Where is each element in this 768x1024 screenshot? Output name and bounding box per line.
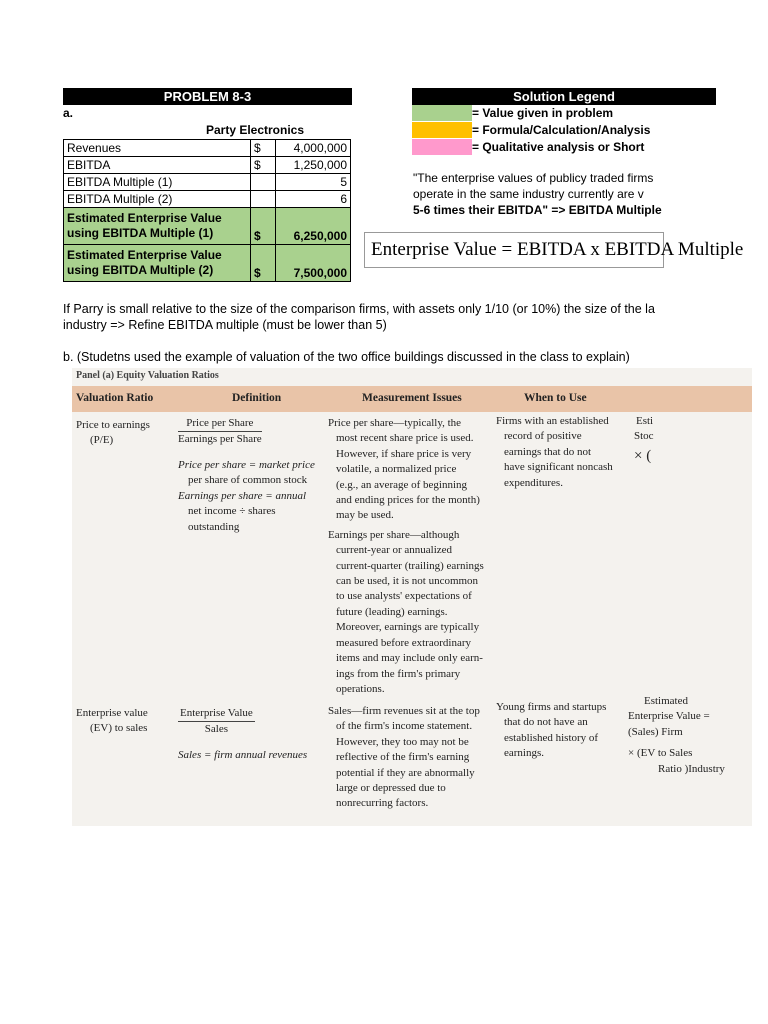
dollar-sign: $ (251, 245, 276, 282)
row-value: 6 (276, 191, 351, 208)
legend-item: = Qualitative analysis or Short (412, 139, 656, 155)
ev-label: Estimated Enterprise Value using EBITDA Multiple (1) (64, 208, 251, 245)
row-label: EBITDA (64, 157, 251, 174)
row-label: EBITDA Multiple (1) (64, 174, 251, 191)
measurement-issues: Price per share—typically, the most recent share price is used. However, if share price is very volatile, a normalized price (e.g., an average of beginning and ending prices for the month) may be used. Earnings per share—although current-year or annualized current-quarter (trailing) earnings can be used, it is not uncommon to use analysts' expectations of future (leading) earnings. Moreover, earnings are typically measured before extraordinary items and may include only earn- ings from the firm's primary operations. (328, 417, 484, 695)
quote-line: 5-6 times their EBITDA" => EBITDA Multiple (413, 203, 662, 217)
ratio-name: Enterprise value (EV) to sales (76, 707, 148, 735)
ev-label: Estimated Enterprise Value using EBITDA Multiple (2) (64, 245, 251, 282)
table-row (64, 157, 351, 174)
col-header: When to Use (524, 392, 587, 404)
financial-table (63, 139, 351, 282)
ev-row-2 (64, 245, 351, 282)
ratio-name: Price to earnings (P/E) (76, 419, 150, 447)
scanned-valuation-table (72, 368, 752, 826)
row-value: 1,250,000 (276, 157, 351, 174)
estimate-column: Estimated Enterprise Value = (Sales) Firm × (EV to Sales Ratio )Industry (628, 695, 725, 775)
part-a-label: a. (63, 106, 74, 120)
definition-notes: Sales = firm annual revenues (178, 749, 308, 761)
table-row (64, 191, 351, 208)
when-to-use: Young firms and startups that do not have an established history of earnings. (496, 701, 607, 760)
measurement-issues: Sales—firm revenues sit at the top of the firm's income statement. However, they too may not be reflective of the firm's earning potential if they are abnormally large or depressed due to nonrecurring factors. (328, 705, 480, 810)
legend-swatch (412, 105, 472, 121)
quote-line: "The enterprise values of publicy traded firms (413, 171, 654, 185)
col-header: Measurement Issues (362, 392, 462, 404)
legend-item: = Formula/Calculation/Analysis (412, 122, 656, 138)
table-row (64, 174, 351, 191)
estimate-column: Esti Stoc × ( (634, 415, 654, 464)
dollar-sign (251, 191, 276, 208)
table-row (64, 140, 351, 157)
legend-title: Solution Legend (412, 88, 716, 105)
definition-fraction: $\frac{\text{Price per Share}}{\text{Earnings per Share}}$ (178, 417, 262, 446)
quote-line: operate in the same industry currently are v (413, 187, 644, 201)
definition-notes: Price per share = market price per share of common stock Earnings per share = annual net income ÷ shares outstanding (178, 459, 315, 533)
panel-title: Panel (a) Equity Valuation Ratios (76, 370, 219, 381)
paragraph-line: If Parry is small relative to the size of the comparison firms, with assets only 1/10 (or 10%) the size of the la (63, 302, 655, 316)
ev-value: 6,250,000 (276, 208, 351, 245)
legend-swatch (412, 122, 472, 138)
dollar-sign: $ (251, 208, 276, 245)
paragraph-line: industry => Refine EBITDA multiple (must be lower than 5) (63, 318, 387, 332)
company-name: Party Electronics (205, 123, 305, 137)
dollar-sign: $ (251, 157, 276, 174)
dollar-sign (251, 174, 276, 191)
ev-value: 7,500,000 (276, 245, 351, 282)
col-header: Valuation Ratio (76, 392, 154, 404)
paragraph-b: b. (Studetns used the example of valuation of the two office buildings discussed in the class to explain) (63, 350, 630, 364)
dollar-sign: $ (251, 140, 276, 157)
problem-title: PROBLEM 8-3 (63, 88, 352, 105)
legend-item: = Value given in problem (412, 105, 656, 121)
definition-fraction: $\frac{\text{Enterprise Value}}{\text{Sales}}$ (180, 707, 253, 736)
row-label: Revenues (64, 140, 251, 157)
col-header: Definition (232, 392, 282, 404)
legend-swatch (412, 139, 472, 155)
row-label: EBITDA Multiple (2) (64, 191, 251, 208)
row-value: 5 (276, 174, 351, 191)
row-value: 4,000,000 (276, 140, 351, 157)
formula-box: Enterprise Value = EBITDA x EBITDA Multiple (364, 232, 664, 268)
when-to-use: Firms with an established record of positive earnings that do not have significant noncash expenditures. (496, 415, 613, 489)
ev-row-1 (64, 208, 351, 245)
